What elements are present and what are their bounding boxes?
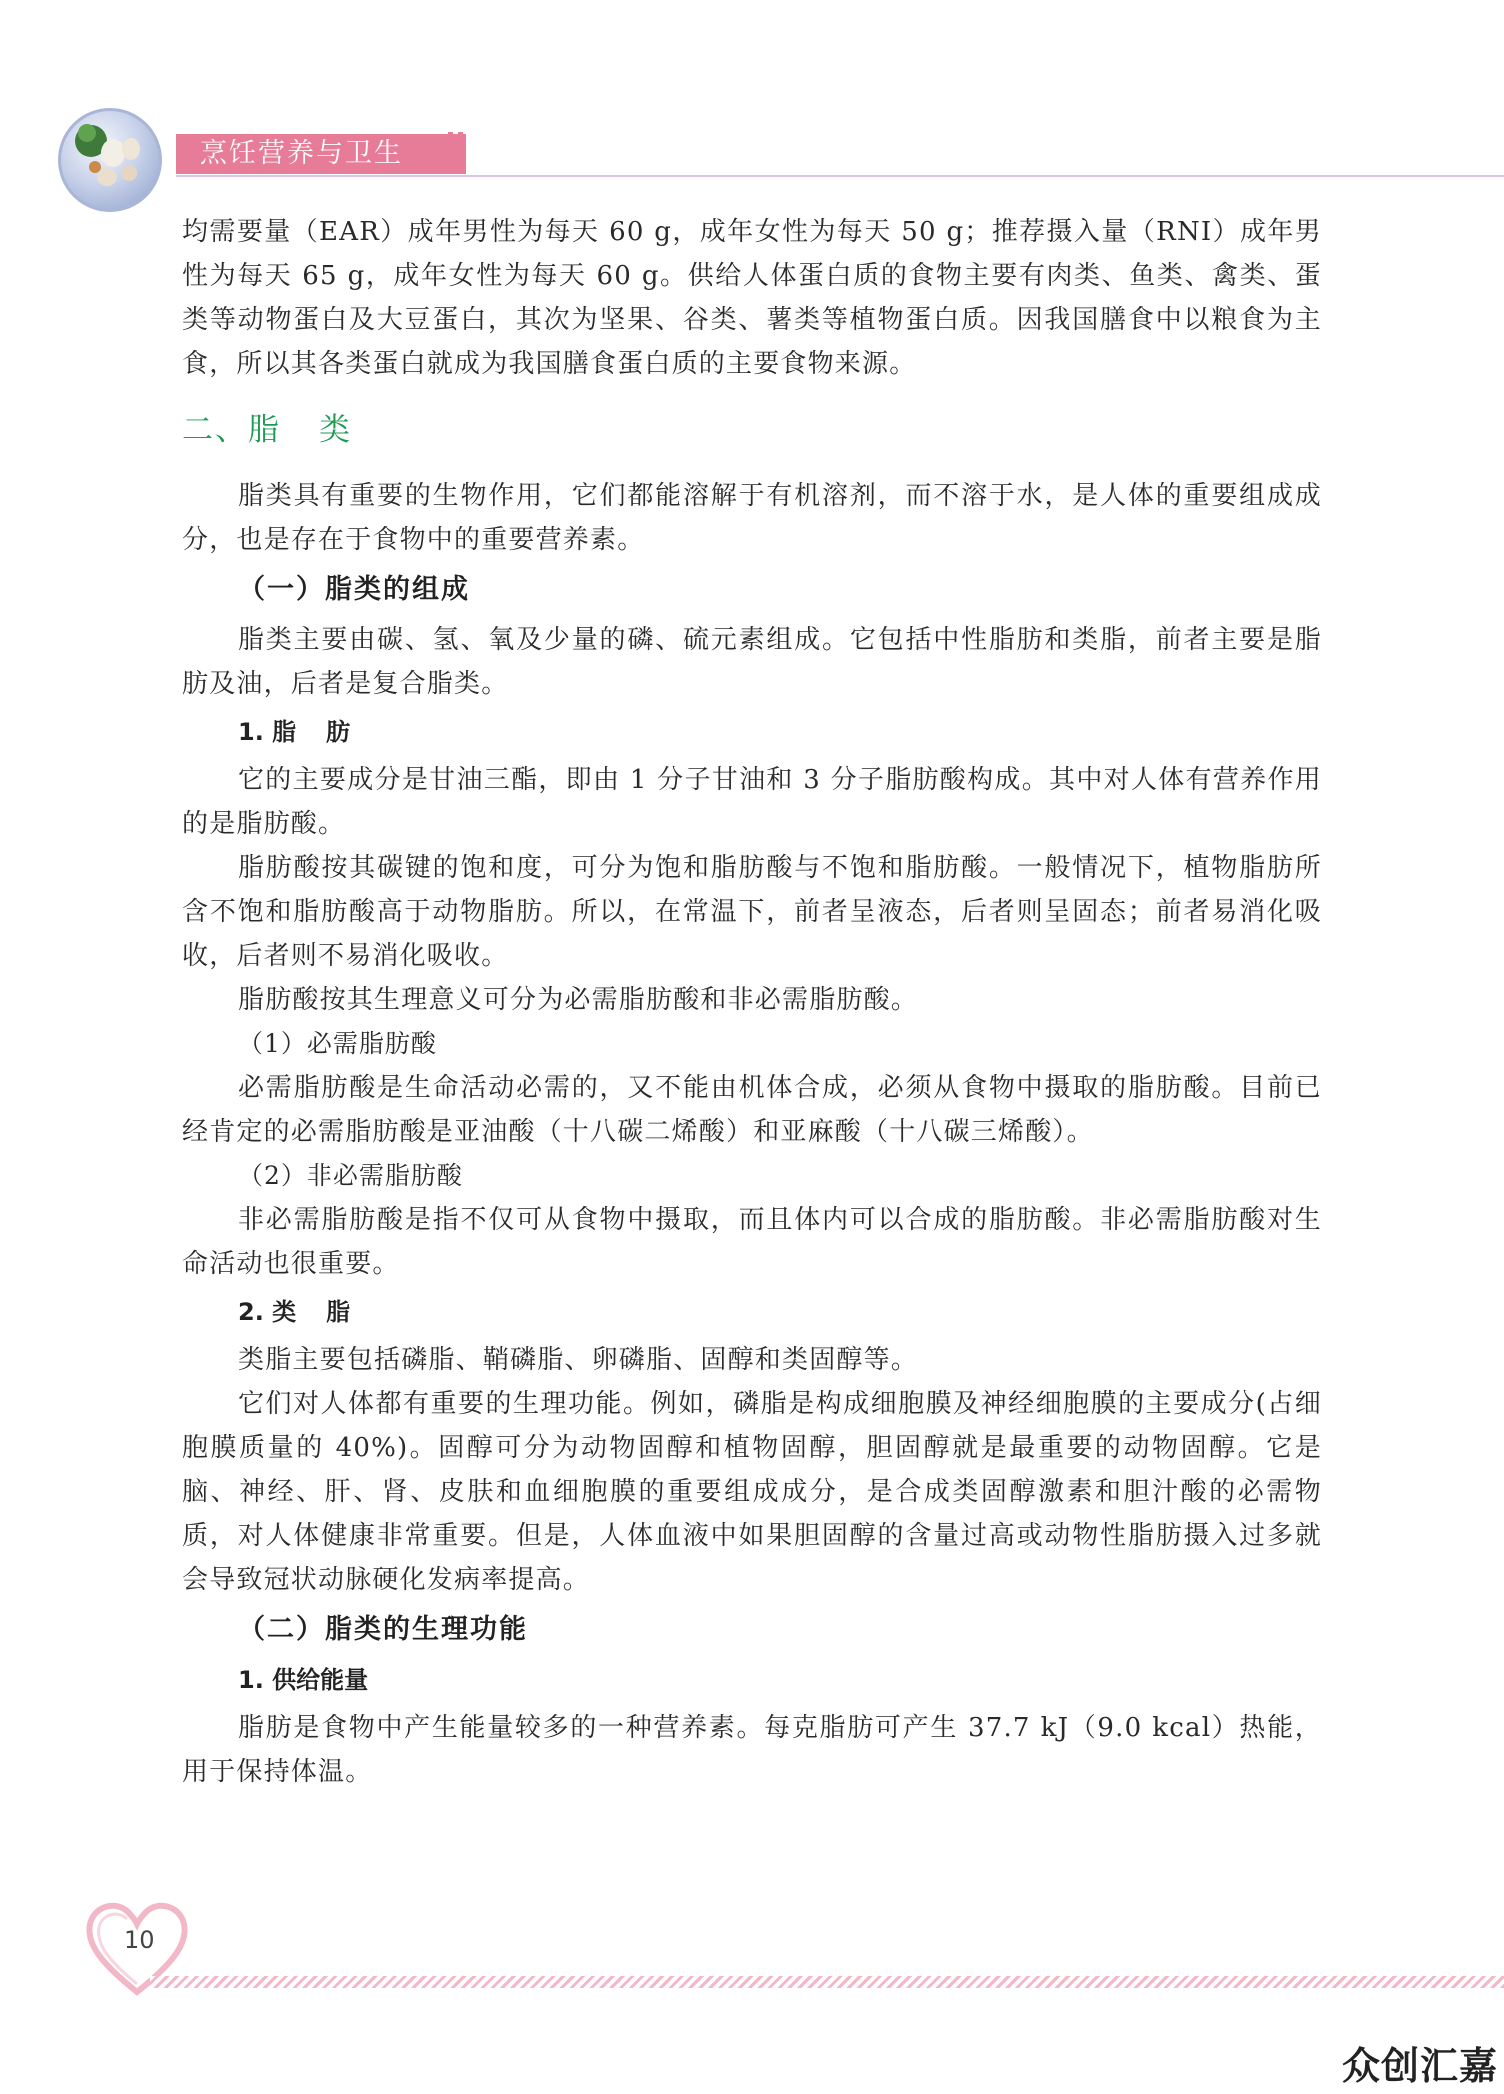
nonessential-fatty-acid-paragraph: 非必需脂肪酸是指不仅可从食物中摄取，而且体内可以合成的脂肪酸。非必需脂肪酸对生命活动也很重要。	[182, 1205, 1322, 1279]
fat-heading	[238, 710, 1322, 754]
watermark-logo: 众创汇嘉	[1341, 2044, 1498, 2088]
energy-heading: 1. 供给能量	[238, 1666, 369, 1694]
lipoid-heading-num: 2. 类	[238, 1298, 297, 1326]
fat-paragraph-1: 它的主要成分是甘油三酯，即由 1 分子甘油和 3 分子脂肪酸构成。其中对人体有营养作用的是脂肪酸。	[182, 765, 1322, 839]
fat-paragraph-3: 脂肪酸按其生理意义可分为必需脂肪酸和非必需脂肪酸。	[238, 985, 919, 1015]
header-divider	[176, 175, 1504, 177]
lipoid-paragraph-2: 它们对人体都有重要的生理功能。例如，磷脂是构成细胞膜及神经细胞膜的主要成分(占细胞膜质量的 40%)。固醇可分为动物固醇和植物固醇，胆固醇就是最重要的动物固醇。它是脑、神经、肝、肾、皮肤和血细胞膜的重要组成成分，是合成类固醇激素和胆汁酸的必需物质，对人体健康非常重要。但是，人体血液中如果胆固醇的含量过高或动物性脂肪摄入过多就会导致冠状动脉硬化发病率提高。	[182, 1389, 1322, 1595]
fat-paragraph-2: 脂肪酸按其碳键的饱和度，可分为饱和脂肪酸与不饱和脂肪酸。一般情况下，植物脂肪所含不饱和脂肪酸高于动物脂肪。所以，在常温下，前者呈液态，后者则呈固态；前者易消化吸收，后者则不易消化吸收。	[182, 853, 1322, 971]
footer-stripe	[150, 1976, 1504, 1988]
header-logo-image	[58, 108, 162, 212]
section-intro-paragraph: 脂类具有重要的生物作用，它们都能溶解于有机溶剂，而不溶于水，是人体的重要组成成分，也是存在于食物中的重要营养素。	[182, 481, 1322, 555]
essential-fatty-acid-paragraph: 必需脂肪酸是生命活动必需的，又不能由机体合成，必须从食物中摄取的脂肪酸。目前已经肯定的必需脂肪酸是亚油酸（十八碳二烯酸）和亚麻酸（十八碳三烯酸）。	[182, 1073, 1322, 1147]
section-heading-word: 类	[319, 412, 352, 448]
intro-paragraph: 均需要量（EAR）成年男性为每天 60 g，成年女性为每天 50 g；推荐摄入量（RNI）成年男性为每天 65 g，成年女性为每天 60 g。供给人体蛋白质的食物主要有肉类、鱼类、禽类、蛋类等动物蛋白及大豆蛋白，其次为坚果、谷类、薯类等植物蛋白质。因我国膳食中以粮食为主食，所以其各类蛋白就成为我国膳食蛋白质的主要食物来源。	[182, 217, 1322, 379]
lipoid-heading	[238, 1290, 1322, 1334]
nonessential-fatty-acid-heading: （2）非必需脂肪酸	[238, 1161, 463, 1190]
section-heading-num: 二、脂	[182, 412, 281, 448]
energy-paragraph: 脂肪是食物中产生能量较多的一种营养素。每克脂肪可产生 37.7 kJ（9.0 kcal）热能，用于保持体温。	[182, 1713, 1322, 1787]
lipoid-heading-word: 脂	[326, 1298, 351, 1326]
lipoid-paragraph-1: 类脂主要包括磷脂、鞘磷脂、卵磷脂、固醇和类固醇等。	[238, 1345, 919, 1375]
page-number: 10	[124, 1926, 155, 1954]
fat-heading-num: 1. 脂	[238, 718, 297, 746]
essential-fatty-acid-heading: （1）必需脂肪酸	[238, 1029, 437, 1058]
fat-heading-word: 肪	[326, 718, 351, 746]
subsection-heading-composition: （一）脂类的组成	[238, 574, 470, 605]
subsection-heading-functions: （二）脂类的生理功能	[238, 1614, 528, 1645]
header-title: 烹饪营养与卫生	[200, 138, 403, 169]
page-content	[182, 210, 1322, 1794]
section-heading-lipids	[182, 408, 1322, 452]
composition-paragraph: 脂类主要由碳、氢、氧及少量的磷、硫元素组成。它包括中性脂肪和类脂，前者主要是脂肪及油，后者是复合脂类。	[182, 625, 1322, 699]
